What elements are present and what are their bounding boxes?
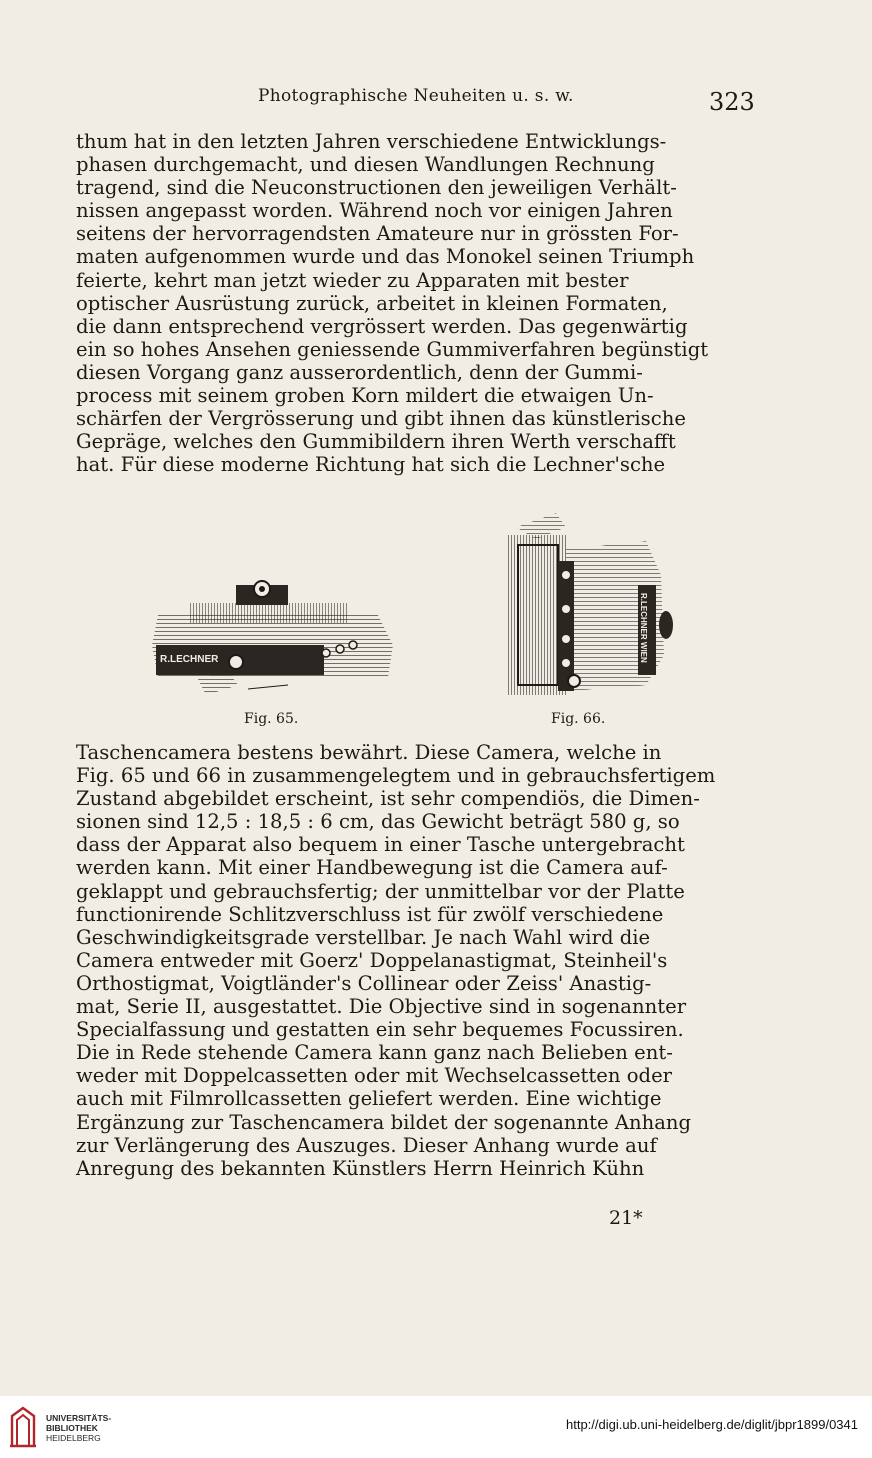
library-footer xyxy=(0,1396,872,1458)
text-line: schärfen der Vergrösserung und gibt ihnen das künstlerische xyxy=(76,407,686,431)
text-line: Taschencamera bestens bewährt. Diese Camera, welche in xyxy=(76,741,662,764)
text-line: dass der Apparat also bequem in einer Tasche untergebracht xyxy=(76,833,685,857)
text-line: Fig. 65 und 66 in zusammengelegtem und in gebrauchsfertigem xyxy=(76,764,716,788)
text-line: sionen sind 12,5 : 18,5 : 6 cm, das Gewicht beträgt 580 g, so xyxy=(76,810,680,834)
figure-66-caption: Fig. 66. xyxy=(551,711,606,727)
text-line: weder mit Doppelcassetten oder mit Wechselcassetten oder xyxy=(76,1064,673,1088)
camera-maker-label: R.LECHNER xyxy=(160,654,219,665)
paragraph-1 xyxy=(76,130,752,476)
text-line: die dann entsprechend vergrössert werden. Das gegenwärtig xyxy=(76,314,688,338)
figure-65-caption: Fig. 65. xyxy=(244,711,299,727)
text-line: hat. Für diese moderne Richtung hat sich die Lechner'sche xyxy=(76,453,666,477)
text-line: Ergänzung zur Taschencamera bildet der sogenannte Anhang xyxy=(76,1110,692,1134)
library-name-line: BIBLIOTHEK xyxy=(46,1423,98,1433)
library-logo-icon[interactable] xyxy=(8,1406,38,1448)
text-line: zur Verlängerung des Auszuges. Dieser Anhang wurde auf xyxy=(76,1133,657,1157)
text-line: phasen durchgemacht, und diesen Wandlungen Rechnung xyxy=(76,153,655,177)
text-line: werden kann. Mit einer Handbewegung ist die Camera auf- xyxy=(76,856,668,880)
text-line: Anregung des bekannten Künstlers Herrn Heinrich Kühn xyxy=(76,1156,645,1180)
text-line: Gepräge, welches den Gummibildern ihren Werth verschafft xyxy=(76,430,676,454)
text-line: Orthostigmat, Voigtländer's Collinear oder Zeiss' Anastig- xyxy=(76,971,652,995)
text-line: auch mit Filmrollcassetten geliefert werden. Eine wichtige xyxy=(76,1087,662,1111)
text-line: Die in Rede stehende Camera kann ganz nach Belieben ent- xyxy=(76,1041,673,1065)
text-line: thum hat in den letzten Jahren verschiedene Entwicklungs- xyxy=(76,130,667,153)
page-header xyxy=(0,86,872,116)
text-line: geklappt und gebrauchsfertig; der unmittelbar vor der Platte xyxy=(76,879,685,903)
page-number: 323 xyxy=(709,88,755,116)
library-name-line: HEIDELBERG xyxy=(46,1433,101,1443)
text-line: Zustand abgebildet erscheint, ist sehr compendiös, die Dimen- xyxy=(76,787,700,811)
text-line: feierte, kehrt man jetzt wieder zu Apparaten mit bester xyxy=(76,268,629,292)
open-camera-illustration xyxy=(496,505,692,701)
text-line: Camera entweder mit Goerz' Doppelanastigmat, Steinheil's xyxy=(76,948,668,972)
camera-maker-label: R.LECHNER WIEN xyxy=(639,593,648,663)
folded-camera-illustration xyxy=(148,575,398,703)
text-line: maten aufgenommen wurde und das Monokel seinen Triumph xyxy=(76,245,695,269)
text-line: functionirende Schlitzverschluss ist für zwölf verschiedene xyxy=(76,902,664,926)
text-line: ein so hohes Ansehen geniessende Gummiverfahren begünstigt xyxy=(76,337,709,361)
text-line: Specialfassung und gestatten ein sehr bequemes Focussiren. xyxy=(76,1018,684,1042)
library-name-line: UNIVERSITÄTS- xyxy=(46,1413,112,1423)
text-line: process mit seinem groben Korn mildert die etwaigen Un- xyxy=(76,384,654,408)
figures-area xyxy=(0,505,872,730)
text-line: diesen Vorgang ganz ausserordentlich, denn der Gummi- xyxy=(76,360,643,384)
text-line: nissen angepasst worden. Während noch vor einigen Jahren xyxy=(76,199,673,223)
text-line: Geschwindigkeitsgrade verstellbar. Je nach Wahl wird die xyxy=(76,925,651,949)
text-line: seitens der hervorragendsten Amateure nur in grössten For- xyxy=(76,222,679,246)
text-line: tragend, sind die Neuconstructionen den jeweiligen Verhält- xyxy=(76,176,677,200)
text-line: mat, Serie II, ausgestattet. Die Objective sind in sogenannter xyxy=(76,995,687,1019)
permalink-url[interactable]: http://digi.ub.uni-heidelberg.de/diglit/jbpr1899/0341 xyxy=(566,1417,858,1432)
running-title: Photographische Neuheiten u. s. w. xyxy=(258,86,574,106)
text-line: optischer Ausrüstung zurück, arbeitet in kleinen Formaten, xyxy=(76,291,668,315)
library-name[interactable] xyxy=(46,1413,111,1443)
printer-signature: 21* xyxy=(609,1207,643,1229)
paragraph-2 xyxy=(76,741,752,1180)
